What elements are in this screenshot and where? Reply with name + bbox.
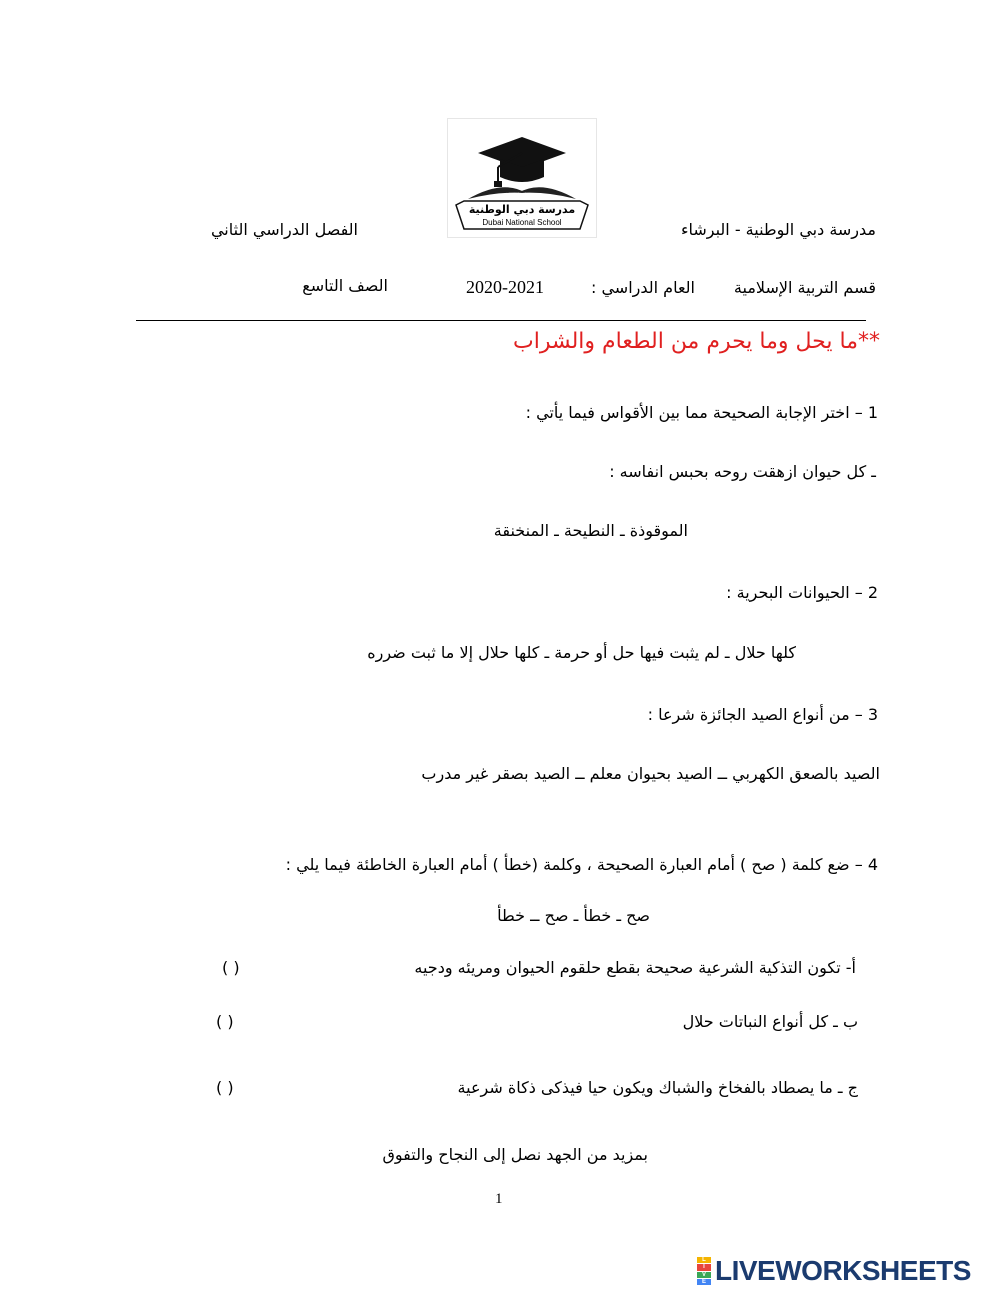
department-label: قسم التربية الإسلامية (733, 278, 876, 297)
page-title: **ما يحل وما يحرم من الطعام والشراب (513, 329, 880, 354)
statement-c: ج ـ ما يصطاد بالفخاخ والشباك ويكون حيا فيذكى ذكاة شرعية (457, 1078, 858, 1097)
page-number: 1 (495, 1191, 503, 1207)
question-4-word-bank: صح ـ خطأ ـ صح ــ خطأ (497, 906, 650, 925)
question-1-options: الموقوذة ـ النطيحة ـ المنخنقة (493, 521, 688, 540)
academic-year-label: العام الدراسي : (590, 278, 695, 297)
brand-icon-tile: V (697, 1272, 711, 1278)
question-2-options: كلها حلال ـ لم يثبت فيها حل أو حرمة ـ كلها حلال إلا ما ثبت ضرره (367, 643, 796, 662)
question-3-options: الصيد بالصعق الكهربي ــ الصيد بحيوان معلم ــ الصيد بصقر غير مدرب (421, 764, 880, 783)
header-divider (136, 320, 866, 321)
closing-message: بمزيد من الجهد نصل إلى النجاح والتفوق (382, 1145, 648, 1164)
question-1-item: ـ كل حيوان ازهقت روحه بحبس انفاسه : (609, 462, 876, 481)
brand-icon-tile: E (697, 1279, 711, 1285)
grade-label: الصف التاسع (302, 276, 388, 295)
brand-icon-tile: I (697, 1264, 711, 1270)
answer-box-a[interactable]: ( ) (222, 958, 240, 977)
question-1-prompt: 1 – اختر الإجابة الصحيحة مما بين الأقواس فيما يأتي : (525, 403, 878, 422)
school-name: مدرسة دبي الوطنية - البرشاء (680, 220, 876, 239)
answer-box-b[interactable]: ( ) (216, 1012, 234, 1031)
statement-a: أ- تكون التذكية الشرعية صحيحة بقطع حلقوم الحيوان ومريئه ودجيه (414, 958, 856, 977)
answer-box-c[interactable]: ( ) (216, 1078, 234, 1097)
logo-english-name: Dubai National School (482, 218, 562, 227)
brand-icon-tile: L (697, 1257, 711, 1263)
liveworksheets-icon (697, 1257, 711, 1285)
academic-year-value: 2020-2021 (466, 277, 544, 297)
liveworksheets-text: LIVEWORKSHEETS (715, 1255, 971, 1286)
question-3-prompt: 3 – من أنواع الصيد الجائزة شرعا : (647, 705, 878, 724)
school-logo (447, 118, 597, 238)
statement-b: ب ـ كل أنواع النباتات حلال (682, 1012, 858, 1031)
semester-label: الفصل الدراسي الثاني (210, 220, 358, 239)
logo-arabic-name: مدرسة دبي الوطنية (468, 203, 576, 216)
liveworksheets-logo (697, 1255, 971, 1287)
question-4-prompt: 4 – ضع كلمة ( صح ) أمام العبارة الصحيحة ، وكلمة (خطأ ) أمام العبارة الخاطئة فيما يلي : (285, 855, 878, 874)
question-2-prompt: 2 – الحيوانات البحرية : (726, 583, 878, 602)
